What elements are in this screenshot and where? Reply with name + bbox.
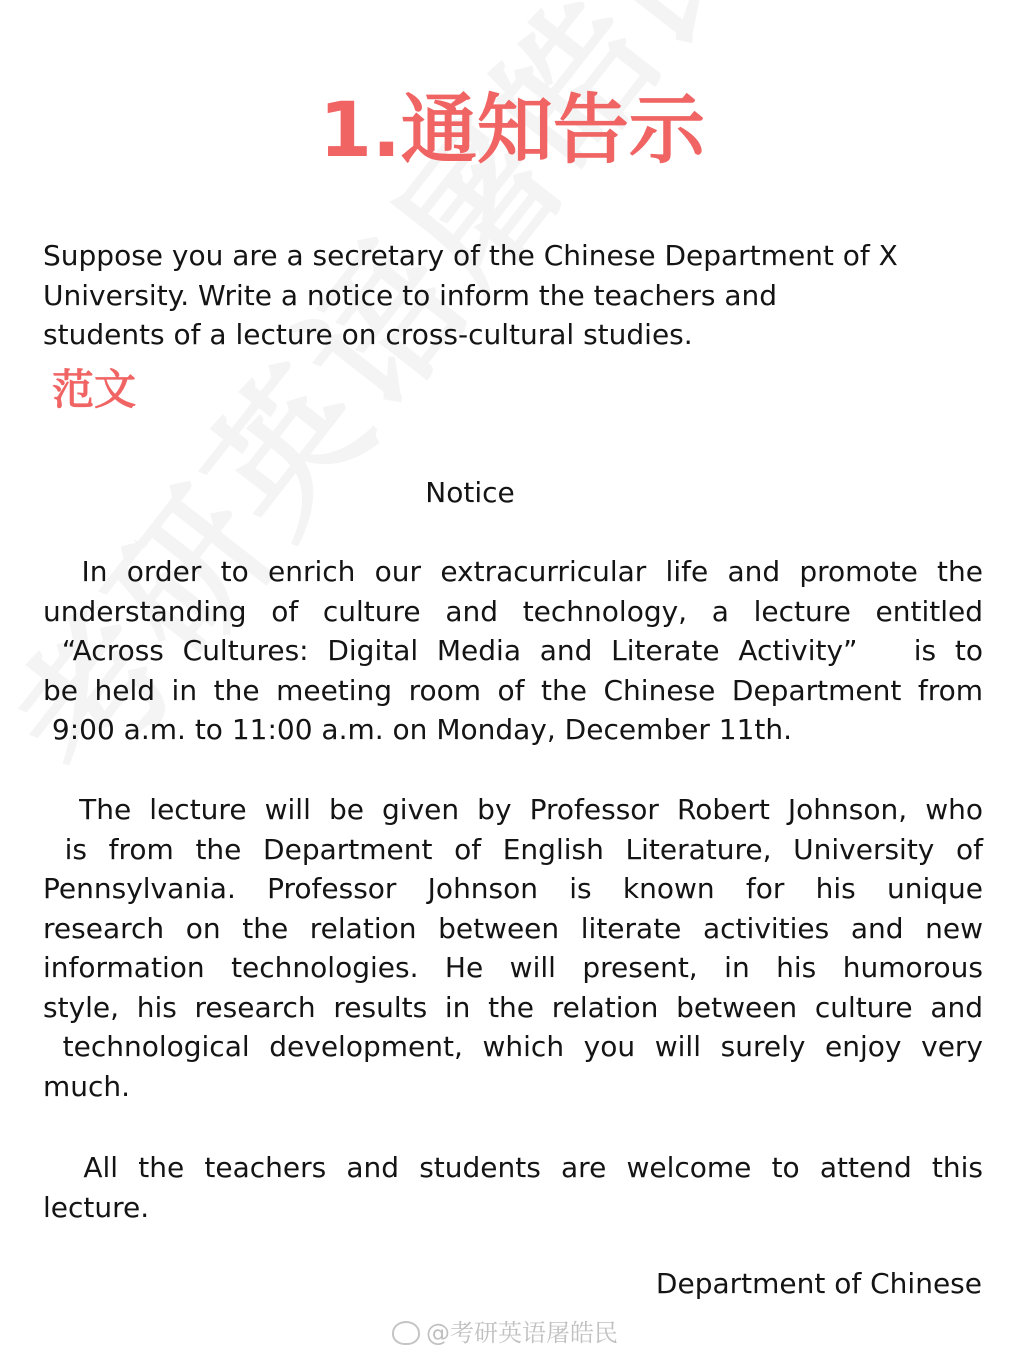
paragraph-line: lecture. — [43, 1190, 150, 1224]
notice-paragraph-2 — [43, 790, 983, 1106]
notice-paragraph-3 — [43, 1148, 983, 1227]
paragraph-line: technological development, which you will surely enjoy very — [43, 1030, 983, 1063]
notice-heading: Notice — [425, 476, 515, 509]
paragraph-line: 9:00 a.m. to 11:00 a.m. on Monday, December 11th. — [43, 713, 793, 746]
paragraph-line: “Across Cultures: Digital Media and Literate Activity” is to — [43, 634, 983, 667]
paragraph-line: is from the Department of English Literature, University of — [43, 832, 983, 866]
prompt-line: Suppose you are a secretary of the Chinese Department of X — [43, 239, 898, 272]
weibo-icon — [392, 1321, 420, 1345]
writing-prompt — [43, 236, 993, 355]
paragraph-line: information technologies. He will present, in his humorous — [43, 951, 983, 984]
notice-paragraph-1 — [43, 552, 983, 750]
paragraph-line: In order to enrich our extracurricular life and promote the — [43, 555, 983, 588]
prompt-line: students of a lecture on cross-cultural studies. — [43, 318, 693, 351]
paragraph-line: All the teachers and students are welcome to attend this — [43, 1151, 983, 1184]
page-title: 1.通知告示 — [319, 85, 705, 174]
paragraph-line: be held in the meeting room of the Chinese Department from — [43, 673, 983, 707]
prompt-line: University. Write a notice to inform the teachers and — [43, 278, 778, 312]
footer-watermark — [392, 1318, 618, 1348]
paragraph-line: much. — [43, 1069, 131, 1103]
paragraph-line: style, his research results in the relation between culture and — [43, 990, 983, 1024]
sample-essay-label: 范文 — [52, 365, 137, 414]
paragraph-line: The lecture will be given by Professor Robert Johnson, who — [43, 793, 983, 826]
paragraph-line: Pennsylvania. Professor Johnson is known for his unique — [43, 872, 983, 905]
signature: Department of Chinese — [655, 1267, 982, 1300]
footer-watermark-text: @考研英语屠皓民 — [426, 1319, 618, 1347]
paragraph-line: understanding of culture and technology, a lecture entitled — [43, 594, 983, 628]
paragraph-line: research on the relation between literate activities and new — [43, 911, 983, 945]
